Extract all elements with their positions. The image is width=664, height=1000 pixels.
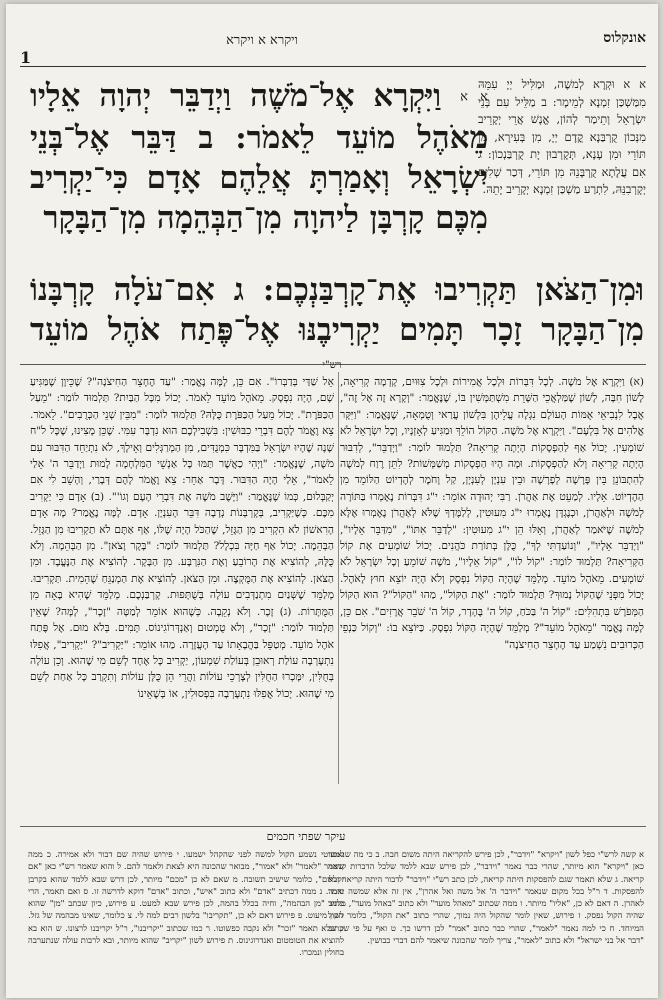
book-page <box>6 4 658 998</box>
sifsei-chachamim-left: למעוטי נשמע הקול למשה לפני שהקהל ישמעו. י פירוש שהיה שם דבור ולא אמירה. כ ממה שאמר "לאמר" ולא "אמור", מבואר שהכונה היא לצאת ולאמר להם. ל והוא שאמר רש"י כאן "אם יקבלום", כלומר שישיב תשובה. מ שאם לא כן "מכם" מיותר, לכן דרש שבא ללמד שהוא בקרבן נדבה. נ ממה דכתיב "אדם" ולא כתוב "איש", וכתוב "אדם" דוקא לדרשה זו. ס ואם תאמר, הרי כתוב "מן הבהמה", וחיה בכלל בהמה, לכן פירש שבא למעט. ע פירוש, כיון שכתב "מן" שהוא לשון מיעוט. פ פירוש דאם לא כן, "תקריבו" בלשון רבים למה לי. צ כלומר, שאינו מבהמה של גזל. ק שלא תאמר "זכר" ולא נקבה כפשוטו. ר כמו שכתוב "יקריבנו", ר"ל יקריבנו לרצונו. ש הוא בא להוציא את הטומטום ואנדרוגינוס. ת פירוש לשון "יקריב" שהוא מיותר, ובא לרבות עולה שנתערבה בחולין ונמכרו. <box>28 849 344 958</box>
verse-ref: א א <box>460 89 488 105</box>
rashi-right-column: (א) וַיִּקְרָא אֶל מֹשֶׁה. לְכָל דִּבְּרוֹת וּלְכָל אֲמִירוֹת וּלְכָל צִוּוּיִם, קָדְמָה קְרִיאָה, לָשׁוֹן חִבָּה, לָשׁוֹן שֶׁמַּלְאֲכֵי הַשָּׁרֵת מִשְׁתַּמְּשִׁין בּוֹ, שֶׁנֶּאֱמַר: "וְקָרָא זֶה אֶל זֶה", אֲבָל לִנְבִיאֵי אֻמּוֹת הָעוֹלָם נִגְלָה עֲלֵיהֶן בִּלְשׁוֹן עֲרַאי וְטֻמְאָה, שֶׁנֶּאֱמַר: "וַיִּקָּר אֱלֹהִים אֶל בִּלְעָם". וַיִּקְרָא אֶל מֹשֶׁה. הַקּוֹל הוֹלֵךְ וּמַגִּיעַ לְאָזְנָיו, וְכָל יִשְׂרָאֵל לֹא שׁוֹמְעִין. יָכוֹל אַף לַהַפְסָקוֹת הָיְתָה קְרִיאָה? תַּלְמוּד לוֹמַר: "וַיְדַבֵּר", לְדִבּוּר הָיְתָה קְרִיאָה וְלֹא לַהַפְסָקוֹת. וּמָה הָיוּ הַפְסָקוֹת מְשַׁמְּשׁוֹת? לִתֵּן רֶוַח לְמֹשֶׁה לְהִתְבּוֹנֵן בֵּין פָּרָשָׁה לְפָרָשָׁה וּבֵין עִנְיָן לְעִנְיָן, קַל וָחֹמֶר לְהֶדְיוֹט הַלּוֹמֵד מִן הַהֶדְיוֹט. אֵלָיו. לְמַעֵט אֶת אַהֲרֹן. רַבִּי יְהוּדָה אוֹמֵר: י"ג דִּבְּרוֹת נֶאֶמְרוּ בַּתּוֹרָה לְמֹשֶׁה וּלְאַהֲרֹן, וּכְנֶגְדָּן נֶאֶמְרוּ י"ג מִעוּטִין, לְלַמֶּדְךָ שֶׁלֹּא לְאַהֲרֹן נֶאֶמְרוּ אֶלָּא לְמֹשֶׁה שֶׁיֹּאמַר לְאַהֲרֹן, וְאֵלּוּ הֵן י"ג מִעוּטִין: "לְדַבֵּר אִתּוֹ", "מִדַּבֵּר אֵלָיו", "וַיְדַבֵּר אֵלָיו", "וְנוֹעַדְתִּי לְךָ", כֻּלָּן בְּתוֹרַת כֹּהֲנִים. יָכוֹל שׁוֹמְעִים אֶת קוֹל הַקְּרִיאָה? תַּלְמוּד לוֹמַר: "קוֹל לוֹ", "קוֹל אֵלָיו", מֹשֶׁה שׁוֹמֵעַ וְכָל יִשְׂרָאֵל לֹא שׁוֹמְעִים. מֵאֹהֶל מוֹעֵד. מְלַמֵּד שֶׁהָיָה הַקּוֹל נִפְסָק וְלֹא הָיָה יוֹצֵא חוּץ לָאֹהֶל. יָכוֹל מִפְּנֵי שֶׁהַקּוֹל נָמוּךְ? תַּלְמוּד לוֹמַר: "אֶת הַקּוֹל", מַהוּ "הַקּוֹל"? הוּא הַקּוֹל הַמְּפֹרָשׁ בִּתְהִלִּים: "קוֹל ה' בַּכֹּחַ, קוֹל ה' בֶּהָדָר, קוֹל ה' שֹׁבֵר אֲרָזִים". אִם כֵּן, לָמָּה נֶאֱמַר "מֵאֹהֶל מוֹעֵד"? מְלַמֵּד שֶׁהָיָה הַקּוֹל נִפְסָק. כַּיּוֹצֵא בוֹ: "וְקוֹל כַּנְפֵי הַכְּרוּבִים נִשְׁמַע עַד הֶחָצֵר הַחִיצֹנָה" <box>340 376 644 651</box>
header-rule <box>20 66 646 67</box>
column-divider <box>338 372 339 784</box>
rashi-label: רש"י <box>322 360 342 371</box>
header-parsha: ויקרא א ויקרא <box>226 33 298 48</box>
sifsei-chachamim-right: א קשה לרש"י כפל לשון "ויקרא" "וידבר", לכן פירש להקריאה היתה משום חבה. ב כי מה שנאמר כאן "ויקרא" הוא מיותר, שהרי כבר נאמר "וידבר", לכן פירש שבא ללמד שלכל הדברות קדמה קריאה. ג שלא תאמר שגם להפסקות היתה קריאה, לכן כתב רש"י "וידבר" לדבור היתה קריאה ולא להפסקות. ד ר"ל בכל מקום שנאמר "וידבר ה' אל משה ואל אהרן", אין זה אלא שמשה יאמר לאהרן. ה דאם לא כן, "אליו" מיותר. ו ממה שכתוב "מאהל מועד" ולא כתוב "באהל מועד", מלמד שהיה הקול נפסק. ז פירוש, שאין לומר שהקול היה נמוך, שהרי כתוב "את הקול", כלומר הקול המיוחד. ח כי למה נאמר "לאמר", שהרי כבר כתוב "אמר" לכן דרשו כך. ט ואף על פי שכתוב "דבר אל בני ישראל" ולא כתוב "לאמר", צריך לומר שהכונה שיאמר להם דברי כבושין. <box>328 849 644 946</box>
verse-text: וַיִּקְרָא אֶל־מֹשֶׁה וַיְדַבֵּר יְהוָה אֵלָיו מֵאֹהֶל מוֹעֵד לֵאמֹר: ב דַּבֵּר אֶל־בְּנֵי יִשְׂרָאֵל וְאָמַרְתָּ אֲלֵהֶם אָדָם כִּי־יַקְרִיב מִכֶּם קָרְבָּן לַיהוָה מִן־הַבְּהֵמָה מִן־הַבָּקָר <box>30 78 488 236</box>
torah-verse-main <box>30 76 488 238</box>
commentary-rule <box>20 826 646 827</box>
sifsei-chachamim-title: עיקר שפתי חכמים <box>266 830 346 843</box>
onkelos-text: א א וּקְרָא לְמשֶׁה, וּמַלִּיל יְיָ עִמֵּהּ מִמַּשְׁכַּן זִמְנָא לְמֵימָר: ב מַלֵּיל עִם בְּנֵי יִשְׂרָאֵל וְתֵימַר לְהוֹן, אֱנָשׁ אֲרֵי יְקָרֵיב מִנְּכוֹן קֻרְבַּנָא קֳדָם יְיָ, מִן בְּעִירָא, מִן תּוֹרֵי וּמִן עָנָא, תְּקָרְבוּן יָת קֻרְבַּנְכוֹן: ג אִם עֲלָתָא קֻרְבָּנֵהּ מִן תּוֹרֵי, דְּכַר שְׁלִים יְקָרְבִנֵּהּ, לִתְרַע מַשְׁכַּן זִמְנָא יְקָרֵיב יָתֵהּ. <box>478 77 646 196</box>
page-number: 1 <box>20 48 32 67</box>
header-targum: אונקלוס <box>603 30 646 46</box>
rashi-left-column: אֵל שַׁדַּי בְּדַבְּרוֹ". אִם כֵּן, לָמָּה נֶאֱמַר: "עַד הֶחָצֵר הַחִיצֹנָה"? שֶׁכֵּיוָן שֶׁמַּגִּיעַ שָׁם, הָיָה נִפְסָק. מֵאֹהֶל מוֹעֵד לֵאמֹר. יָכוֹל מִכָּל הַבַּיִת? תַּלְמוּד לוֹמַר: "מֵעַל הַכַּפֹּרֶת". יָכוֹל מֵעַל הַכַּפֹּרֶת כֻּלָּהּ? תַּלְמוּד לוֹמַר: "מִבֵּין שְׁנֵי הַכְּרֻבִים". לֵאמֹר. צֵא וֶאֱמֹר לָהֶם דִּבְרֵי כִבּוּשִׁין: בִּשְׁבִילְכֶם הוּא נִדְבָּר עִמִּי. שֶׁכֵּן מָצִינוּ, שֶׁכָּל ל"ח שָׁנָה שֶׁהָיוּ יִשְׂרָאֵל בַּמִּדְבָּר כִּמְנֻדִּים, מִן הַמְרַגְּלִים וְאֵילָךְ, לֹא נִתְיַחֵד הַדִּבּוּר עִם מֹשֶׁה, שֶׁנֶּאֱמַר: "וַיְהִי כַאֲשֶׁר תַּמּוּ כָּל אַנְשֵׁי הַמִּלְחָמָה לָמוּת וַיְדַבֵּר ה' אֵלַי לֵאמֹר", אֵלַי הָיָה הַדִּבּוּר. דָּבָר אַחֵר: צֵא וֶאֱמֹר לָהֶם דְּבָרַי, וְהָשֵׁב לִי אִם יְקַבְּלוּם, כְּמוֹ שֶׁנֶּאֱמַר: "וַיָּשֶׁב מֹשֶׁה אֶת דִּבְרֵי הָעָם וְגוֹ'". (ב) אָדָם כִּי יַקְרִיב מִכֶּם. כְּשֶׁיַּקְרִיב, בְּקָרְבְּנוֹת נְדָבָה דִּבֵּר הָעִנְיָן. אָדָם. לָמָּה נֶאֱמַר? מָה אָדָם הָרִאשׁוֹן לֹא הִקְרִיב מִן הַגָּזֵל, שֶׁהַכֹּל הָיָה שֶׁלּוֹ, אַף אַתֶּם לֹא תַקְרִיבוּ מִן הַגָּזֵל. הַבְּהֵמָה. יָכוֹל אַף חַיָּה בִּכְלָל? תַּלְמוּד לוֹמַר: "בָּקָר וָצֹאן". מִן הַבְּהֵמָה. וְלֹא כֻּלָּהּ, לְהוֹצִיא אֶת הָרוֹבֵעַ וְאֶת הַנִּרְבָּע. מִן הַבָּקָר. לְהוֹצִיא אֶת הַנֶּעֱבָד. וּמִן הַצֹּאן. לְהוֹצִיא אֶת הַמֻּקְצֶה. וּמִן הַצֹּאן. לְהוֹצִיא אֶת הַמְנַגֵּחַ שֶׁהֵמִית. תַּקְרִיבוּ. מְלַמֵּד שֶׁשְּׁנַיִם מִתְנַדְּבִים עוֹלָה בְּשֻׁתָּפוּת. קָרְבַּנְכֶם. מְלַמֵּד שֶׁהִיא בָּאָה מִן הַמֻּתָּרוֹת. (ג) זָכָר. וְלֹא נְקֵבָה. כְּשֶׁהוּא אוֹמֵר לְמַטָּה "זָכָר", לָמָּה? שֶׁאֵין תַּלְמוּד לוֹמַר: "זָכָר", וְלֹא טֻמְטוּם וְאַנְדְּרוֹגִינוֹס. תָּמִים. בְּלֹא מוּם. אֶל פֶּתַח אֹהֶל מוֹעֵד. מְטַפֵּל בַּהֲבָאָתוֹ עַד הָעֲזָרָה. מַהוּ אוֹמֵר: "יַקְרִיב"? "יַקְרִיב", אֲפִלּוּ נִתְעָרְבָה עוֹלַת רְאוּבֵן בְּעוֹלַת שִׁמְעוֹן, יַקְרִיב כָּל אֶחָד לְשֵׁם מִי שֶׁהוּא. וְכֵן עוֹלָה בְּחֻלִּין, יִמָּכְרוּ הַחֻלִּין לְצָרְכֵי עוֹלוֹת וַהֲרֵי הֵן כֻּלָּן עוֹלוֹת וְתִקְרַב כָּל אַחַת לְשֵׁם מִי שֶׁהוּא. יָכוֹל אֲפִלּוּ נִתְעָרְבָה בִּפְסוּלִין, אוֹ בְּשֶׁאֵינוֹ <box>30 376 334 700</box>
torah-verse-wide: וּמִן־הַצֹּאן תַּקְרִיבוּ אֶת־קָרְבַּנְכֶם: ג אִם־עֹלָה קָרְבָּנוֹ מִן־הַבָּקָר זָכָר תָּמִים יַקְרִיבֶנּוּ אֶל־פֶּתַח אֹהֶל מוֹעֵד <box>30 272 644 348</box>
